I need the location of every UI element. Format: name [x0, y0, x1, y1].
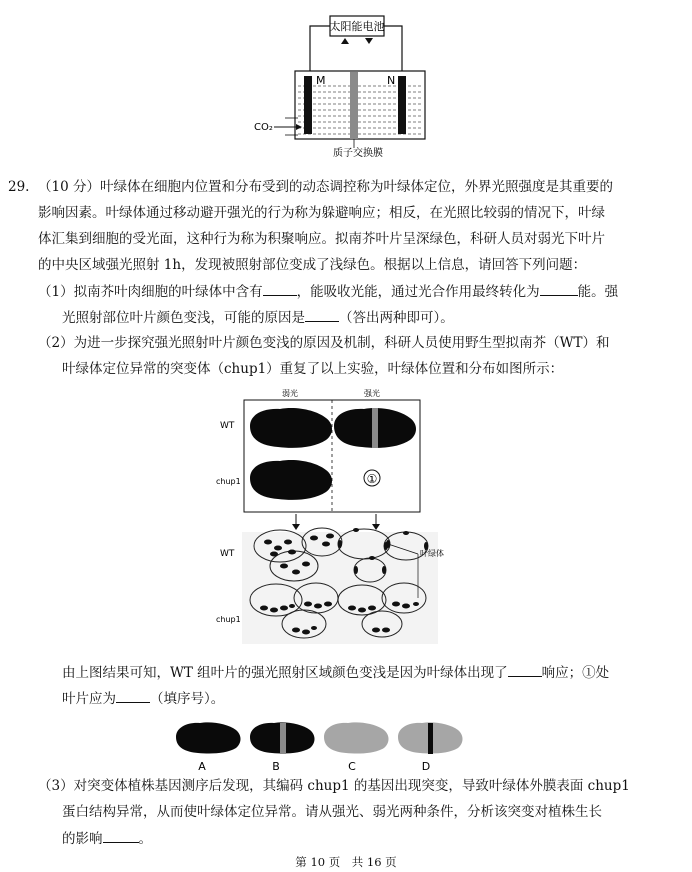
answer-blank-option[interactable]	[116, 688, 150, 703]
part3-line-1: （3）对突变体植株基因测序后发现，其编码 chup1 的基因出现突变，导致叶绿体外膜表面 chup1	[38, 778, 630, 794]
electrolysis-figure	[240, 8, 430, 158]
part3-line-2: 蛋白结构异常，从而使叶绿体定位异常。请从强光、弱光两种条件，分析该突变对植株生长	[62, 804, 602, 820]
part2-result-line-1: 由上图结果可知，WT 组叶片的强光照射区域颜色变浅是因为叶绿体出现了 响应；①处	[62, 662, 609, 683]
option-a-label: A	[198, 760, 206, 772]
answer-blank-energy[interactable]	[540, 281, 578, 296]
page-footer: 第 10 页 共 16 页	[295, 855, 397, 869]
part2-line-1: （2）为进一步探究强光照射叶片颜色变浅的原因及机制，科研人员使用野生型拟南芥（WT）和	[38, 335, 610, 351]
cell-row-label-wt: WT	[220, 549, 235, 559]
options-figure	[172, 716, 472, 772]
part3-line-3: 的影响 。	[62, 828, 152, 849]
leaf-wt-strong-band	[372, 408, 378, 448]
part2-line-2: 叶绿体定位异常的突变体（chup1）重复了以上实验，叶绿体位置和分布如图所示：	[62, 361, 564, 377]
membrane-label: 质子交换膜	[333, 148, 383, 158]
marker-number: ①	[366, 472, 378, 486]
answer-blank-pigment[interactable]	[263, 281, 297, 296]
question-number: 29.	[8, 179, 30, 195]
option-a-leaf	[176, 722, 241, 753]
answer-blank-effect[interactable]	[103, 828, 139, 843]
electrode-m	[304, 76, 312, 134]
part1-line-1: （1）拟南芥叶肉细胞的叶绿体中含有 ，能吸收光能，通过光合作用最终转化为 能。强	[38, 281, 618, 302]
co2-label: CO₂	[254, 122, 273, 133]
solar-battery-label: 太阳能电池	[329, 20, 385, 33]
electrode-m-label: M	[316, 74, 326, 87]
chloroplast-callout-label: 叶绿体	[420, 549, 444, 558]
electrode-n-label: N	[387, 74, 396, 87]
option-c-label: C	[348, 760, 356, 772]
part2-result-line-2: 叶片应为 （填序号）。	[62, 688, 224, 709]
part1-line-2: 光照射部位叶片颜色变浅，可能的原因是 （答出两种即可）。	[62, 307, 454, 328]
cell-row-label-chup1: chup1	[216, 615, 241, 624]
column-label-weak-light: 弱光	[282, 389, 298, 398]
intro-line-4: 的中央区域强光照射 1h，发现被照射部位变成了浅绿色。根据以上信息，请回答下列问题：	[38, 257, 587, 273]
intro-line-1: （10 分）叶绿体在细胞内位置和分布受到的动态调控称为叶绿体定位，外界光照强度是其重要的	[38, 179, 613, 195]
intro-line-3: 体汇集到细胞的受光面，这种行为称为积聚响应。拟南芥叶片呈深绿色，科研人员对弱光下叶片	[38, 231, 605, 247]
chloroplast-figure	[212, 386, 444, 648]
row-label-chup1: chup1	[216, 477, 241, 486]
answer-blank-reason[interactable]	[305, 307, 339, 322]
option-d-label: D	[421, 760, 431, 772]
answer-blank-response[interactable]	[508, 662, 542, 677]
option-d-dark-band	[428, 723, 433, 754]
option-c-leaf	[324, 722, 389, 753]
electrode-n	[398, 76, 406, 134]
row-label-wt: WT	[220, 421, 235, 431]
option-b-gray-band	[280, 723, 286, 754]
option-b-label: B	[272, 760, 280, 772]
proton-exchange-membrane	[350, 72, 358, 139]
column-label-strong-light: 强光	[364, 389, 380, 398]
intro-line-2: 影响因素。叶绿体通过移动避开强光的行为称为躲避响应；相反，在光照比较弱的情况下，叶绿	[38, 205, 605, 221]
